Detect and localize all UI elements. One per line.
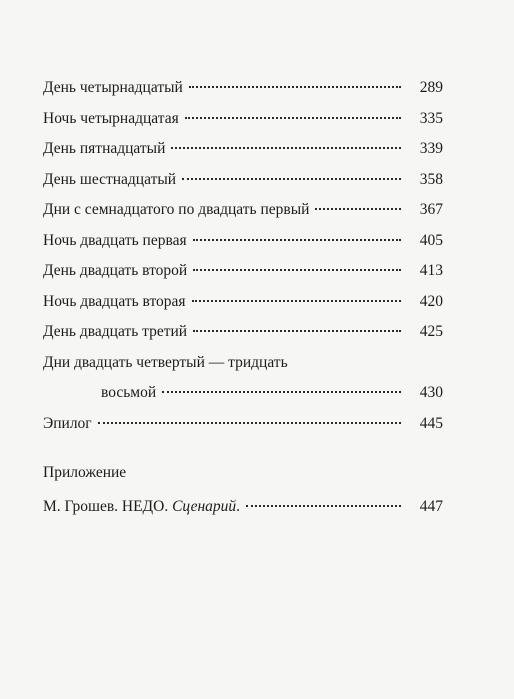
dot-leader [246, 505, 401, 507]
dot-leader [162, 391, 401, 393]
dot-leader [192, 300, 401, 302]
appendix-entry-title [43, 492, 240, 523]
dot-leader [185, 117, 401, 119]
toc-entry-page: 335 [419, 109, 443, 127]
toc-entry-title: День пятнадцатый [43, 140, 166, 157]
appendix-entry[interactable] [43, 492, 443, 523]
toc-entry-title: Эпилог [43, 414, 92, 432]
toc-entry-page: 358 [419, 170, 443, 188]
toc-entry-title: День четырнадцатый [43, 79, 183, 96]
toc-entry[interactable] [43, 317, 443, 348]
toc-entry-title: День двадцать третий [43, 323, 188, 340]
toc-entry-title: День шестнадцатый [43, 170, 177, 188]
table-of-contents [43, 73, 443, 439]
toc-entry-page: 430 [419, 384, 443, 401]
appendix-heading: Приложение [43, 464, 127, 481]
appendix-section [43, 492, 443, 523]
appendix-entry-italic: Сценарий [172, 498, 237, 515]
toc-entry-page: 445 [419, 414, 443, 432]
appendix-entry-prefix: М. Грошев. НЕДО. [43, 498, 173, 515]
toc-entry[interactable] [43, 104, 443, 135]
dot-leader [193, 239, 401, 241]
dot-leader [193, 330, 401, 332]
toc-entry-title: Дни с семнадцатого по двадцать первый [43, 201, 310, 218]
toc-entry-title: День двадцать второй [43, 262, 188, 279]
toc-entry[interactable] [43, 134, 443, 165]
appendix-entry-page: 447 [419, 498, 443, 515]
toc-entry[interactable] [43, 195, 443, 226]
toc-entry[interactable] [43, 226, 443, 257]
toc-entry-multiline-second[interactable] [43, 378, 443, 409]
toc-entry-page: 413 [419, 262, 443, 279]
toc-entry-page: 289 [419, 79, 443, 96]
toc-entry[interactable] [43, 256, 443, 287]
dot-leader [315, 208, 401, 210]
toc-entry-title: Ночь двадцать вторая [43, 292, 186, 310]
toc-entry-title: Дни двадцать четвертый — тридцать [43, 353, 288, 371]
dot-leader [189, 86, 401, 88]
toc-entry-title: Ночь двадцать первая [43, 231, 187, 249]
toc-entry[interactable] [43, 409, 443, 440]
appendix-entry-suffix: . [236, 498, 241, 515]
toc-entry-page: 420 [419, 292, 443, 310]
toc-entry-page: 367 [419, 201, 443, 218]
toc-entry-page: 425 [419, 323, 443, 340]
toc-entry-multiline-first[interactable] [43, 348, 443, 379]
dot-leader [182, 178, 401, 180]
dot-leader [193, 269, 401, 271]
toc-entry[interactable] [43, 165, 443, 196]
toc-entry-title-continued: восьмой [101, 384, 157, 401]
toc-entry[interactable] [43, 287, 443, 318]
dot-leader [171, 147, 401, 149]
toc-entry-page: 339 [419, 140, 443, 157]
toc-entry-page: 405 [419, 231, 443, 249]
toc-entry-title: Ночь четырнадцатая [43, 109, 179, 127]
toc-entry[interactable] [43, 73, 443, 104]
dot-leader [98, 422, 401, 424]
